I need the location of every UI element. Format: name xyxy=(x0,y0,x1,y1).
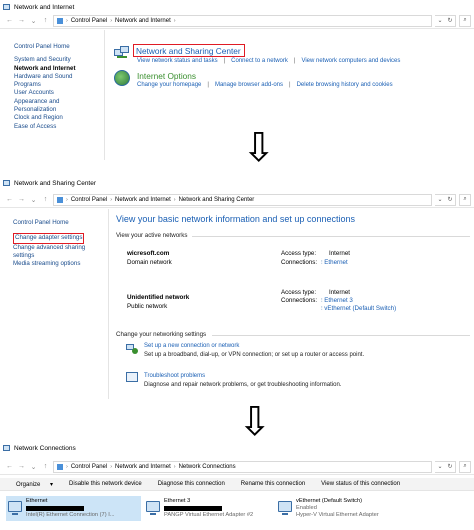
access-type-label: Access type: xyxy=(281,250,317,257)
setup-connection-link[interactable]: Set up a new connection or network xyxy=(144,343,240,349)
window3-toolbar xyxy=(0,478,474,491)
back-button[interactable]: ← xyxy=(6,463,13,470)
search-icon[interactable]: ⌕ xyxy=(459,15,471,27)
breadcrumb[interactable]: › Control Panel › Network and Internet › Network Connections xyxy=(53,461,432,473)
nav-system-security[interactable]: System and Security xyxy=(14,56,71,64)
network-connections-icon xyxy=(3,445,10,451)
connect-network-link[interactable]: Connect to a network xyxy=(231,58,288,64)
refresh-icon[interactable]: ↻ xyxy=(447,197,453,203)
rename-button[interactable]: Rename this connection xyxy=(240,481,306,487)
window2-title: Network and Sharing Center xyxy=(14,179,97,187)
view-network-computers-link[interactable]: View network computers and devices xyxy=(301,58,401,64)
window1-leftnav xyxy=(14,43,104,131)
troubleshoot-link[interactable]: Troubleshoot problems xyxy=(144,373,206,379)
adapter-name: Ethernet 3 xyxy=(164,498,191,504)
breadcrumb-item[interactable]: Control Panel xyxy=(70,196,108,203)
window2-leftnav xyxy=(13,219,105,268)
access-type-value: Internet xyxy=(329,289,350,296)
network-1-details xyxy=(281,250,350,267)
organize-button[interactable]: Organize ▾ xyxy=(16,481,54,488)
down-arrow-icon: ⇩ xyxy=(242,125,276,171)
internet-options-icon xyxy=(114,70,130,86)
active-networks-label: View your active networks xyxy=(116,232,188,239)
network-2 xyxy=(127,294,189,310)
back-button[interactable]: ← xyxy=(6,17,13,24)
nsc-highlight-box xyxy=(133,44,245,57)
change-advanced-sharing-link-cont[interactable]: settings xyxy=(13,251,35,259)
connections-label: Connections: xyxy=(281,297,318,304)
nsc-title-link[interactable]: Network and Sharing Center xyxy=(136,45,241,56)
internet-options-link[interactable]: Internet Options xyxy=(137,71,197,81)
breadcrumb-item[interactable]: Network and Internet xyxy=(115,463,171,470)
access-type-label: Access type: xyxy=(281,289,317,296)
nav-clock-region[interactable]: Clock and Region xyxy=(14,114,63,122)
window1-titlebar xyxy=(0,0,474,14)
forward-button[interactable]: → xyxy=(18,196,25,203)
delete-history-link[interactable]: Delete browsing history and cookies xyxy=(296,82,393,88)
nav-network-internet[interactable]: Network and Internet xyxy=(14,64,76,72)
up-button[interactable]: ↑ xyxy=(43,463,48,470)
ethernet-icon: ⫶ xyxy=(321,258,325,266)
forward-button[interactable]: → xyxy=(18,17,25,24)
divider xyxy=(104,30,105,160)
disable-device-button[interactable]: Disable this network device xyxy=(69,481,142,487)
network-2-details xyxy=(281,289,396,313)
control-panel-icon xyxy=(57,18,63,24)
window1-title: Network and Internet xyxy=(14,3,75,11)
diagnose-button[interactable]: Diagnose this connection xyxy=(157,481,225,487)
nsc-links: View network status and tasks | Connect to a network | View network computers and devices xyxy=(137,58,401,64)
window3-titlebar xyxy=(0,441,474,455)
nav-personalization[interactable]: Personalization xyxy=(14,106,57,114)
divider xyxy=(192,236,470,237)
adapter-device: PANGP Virtual Ethernet Adapter #2 xyxy=(164,512,254,518)
network-name: Unidentified network xyxy=(127,294,190,301)
network-sharing-icon xyxy=(3,180,10,186)
refresh-icon[interactable]: ↻ xyxy=(447,464,453,470)
adapter-device: Hyper-V Virtual Ethernet Adapter xyxy=(296,512,379,518)
nav-control-panel-home[interactable]: Control Panel Home xyxy=(13,219,69,226)
up-button[interactable]: ↑ xyxy=(43,17,48,24)
setup-connection-icon xyxy=(126,342,138,354)
up-button[interactable]: ↑ xyxy=(43,196,48,203)
network-adapter-icon xyxy=(146,501,160,512)
back-button[interactable]: ← xyxy=(6,196,13,203)
vethernet-connection-link[interactable]: vEthernet (Default Switch) xyxy=(324,305,397,312)
network-sharing-icon xyxy=(114,46,130,60)
window2-address-bar xyxy=(0,192,474,208)
adapter-name: Ethernet xyxy=(26,498,48,504)
change-advanced-sharing-link[interactable]: Change advanced sharing xyxy=(13,243,86,251)
ethernet-icon: ⫶ xyxy=(321,305,325,312)
adapter-status: Enabled xyxy=(296,505,317,511)
manage-addons-link[interactable]: Manage browser add-ons xyxy=(214,82,283,88)
access-type-value: Internet xyxy=(329,250,350,257)
breadcrumb-item[interactable]: Network and Internet xyxy=(115,196,171,203)
forward-button[interactable]: → xyxy=(18,463,25,470)
chevron-down-icon[interactable]: ⌄ xyxy=(437,464,443,470)
view-network-status-link[interactable]: View network status and tasks xyxy=(137,58,218,64)
adapter-item[interactable] xyxy=(6,496,141,521)
divider xyxy=(108,209,109,399)
network-type: Public network xyxy=(127,303,168,310)
troubleshoot-icon xyxy=(126,372,138,382)
nav-hardware-sound[interactable]: Hardware and Sound xyxy=(14,72,73,80)
divider xyxy=(212,335,470,336)
nav-control-panel-home[interactable]: Control Panel Home xyxy=(14,43,70,50)
change-adapter-settings-link[interactable]: Change adapter settings xyxy=(15,234,83,242)
breadcrumb[interactable]: › Control Panel › Network and Internet › Network and Sharing Center xyxy=(53,194,432,206)
nav-user-accounts[interactable]: User Accounts xyxy=(14,89,54,97)
change-homepage-link[interactable]: Change your homepage xyxy=(137,82,202,88)
nav-ease-access[interactable]: Ease of Access xyxy=(14,122,57,130)
view-status-button[interactable]: View status of this connection xyxy=(321,481,401,487)
chevron-down-icon[interactable]: ⌄ xyxy=(437,18,443,24)
io-links: Change your homepage | Manage browser add-ons | Delete browsing history and cookies xyxy=(137,82,393,88)
nav-programs[interactable]: Programs xyxy=(14,81,41,89)
down-arrow-icon: ⇩ xyxy=(238,399,272,445)
breadcrumb-item[interactable]: Network and Sharing Center xyxy=(178,196,255,203)
window3-address-bar xyxy=(0,459,474,475)
adapter-device: Intel(R) Ethernet Connection (7) I... xyxy=(26,512,115,518)
media-streaming-link[interactable]: Media streaming options xyxy=(13,260,81,268)
chevron-down-icon[interactable]: ⌄ xyxy=(30,17,37,25)
breadcrumb-item[interactable]: Network and Internet xyxy=(115,17,171,24)
network-1 xyxy=(127,250,172,266)
network-icon xyxy=(3,4,10,10)
chevron-down-icon[interactable]: ⌄ xyxy=(30,196,37,204)
page-title: View your basic network information and set up connections xyxy=(116,214,355,224)
adapter-status-redacted xyxy=(164,506,222,511)
ethernet3-connection-link[interactable]: Ethernet 3 xyxy=(324,297,353,304)
window2-titlebar xyxy=(0,176,474,190)
breadcrumb-item[interactable]: Control Panel xyxy=(70,463,108,470)
network-name: wicresoft.com xyxy=(127,250,170,257)
setup-connection-desc: Set up a broadband, dial-up, or VPN connection; or set up a router or access point. xyxy=(144,352,365,358)
network-adapter-icon xyxy=(278,501,292,512)
chevron-down-icon[interactable]: ⌄ xyxy=(437,197,443,203)
search-icon[interactable]: ⌕ xyxy=(459,194,471,206)
adapter-name: vEthernet (Default Switch) xyxy=(296,498,363,504)
ethernet-connection-link[interactable]: Ethernet xyxy=(324,258,348,266)
connections-label: Connections: xyxy=(281,258,318,266)
control-panel-icon xyxy=(57,197,63,203)
change-adapter-highlight xyxy=(13,233,84,243)
change-settings-label: Change your networking settings xyxy=(116,331,207,338)
adapter-status-redacted xyxy=(26,506,84,511)
window1-address-bar xyxy=(0,13,474,29)
adapter-item[interactable] xyxy=(146,498,271,519)
nav-appearance[interactable]: Appearance and xyxy=(14,97,60,105)
control-panel-icon xyxy=(57,464,63,470)
refresh-icon[interactable]: ↻ xyxy=(447,18,453,24)
network-adapter-icon xyxy=(8,501,22,512)
ethernet-icon: ⫶ xyxy=(321,297,325,304)
breadcrumb[interactable]: › Control Panel › Network and Internet › xyxy=(53,15,432,27)
breadcrumb-item[interactable]: Network Connections xyxy=(178,463,236,470)
troubleshoot-desc: Diagnose and repair network problems, or get troubleshooting information. xyxy=(144,382,342,388)
chevron-down-icon[interactable]: ⌄ xyxy=(30,463,37,471)
adapter-item[interactable] xyxy=(278,498,398,519)
search-icon[interactable]: ⌕ xyxy=(459,461,471,473)
breadcrumb-item[interactable]: Control Panel xyxy=(70,17,108,24)
window3-title: Network Connections xyxy=(14,444,76,452)
network-type: Domain network xyxy=(127,259,172,266)
